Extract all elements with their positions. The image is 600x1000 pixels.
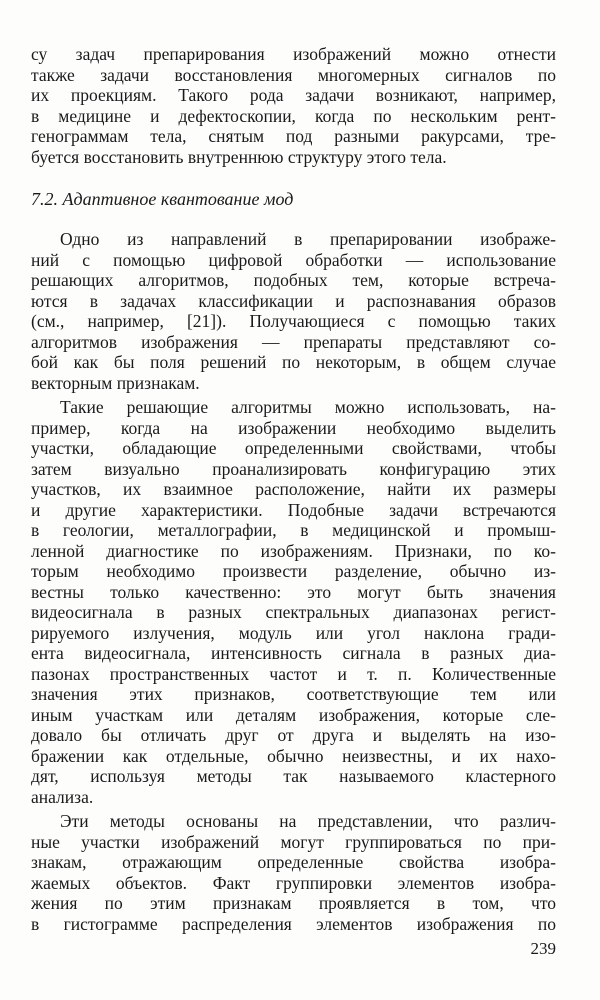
text-line: (см., например, [21]). Получающиеся с помощью таких — [31, 311, 556, 331]
text-line: Такие решающие алгоритмы можно использовать, на- — [60, 397, 556, 417]
text-line: жаемых объектов. Факт группировки элементов изобра- — [31, 872, 556, 893]
text-line: ные участки изображений могут группироваться по при- — [31, 831, 556, 852]
text-line: пазонах пространственных частот и т. п. Количественные — [31, 663, 556, 684]
text-line: анализа. — [31, 786, 94, 807]
text-line: также задачи восстановления многомерных сигналов по — [31, 64, 556, 85]
text-line: генограммам тела, снятым под разными ракурсами, тре- — [31, 126, 556, 146]
text-line: алгоритмов изображения — препараты представляют со- — [31, 331, 556, 352]
text-line: Эти методы основаны на представлении, что различ- — [60, 811, 556, 831]
text-line: векторным признакам. — [31, 372, 200, 393]
text-line: затем визуально проанализировать конфигурацию этих — [31, 458, 556, 479]
text-line: буется восстановить внутреннюю структуру этого тела. — [31, 146, 447, 167]
text-line: их проекциям. Такого рода задачи возникают, например, — [31, 85, 556, 105]
section-heading: 7.2. Адаптивное квантование мод — [31, 189, 294, 209]
text-line: Одно из направлений в препарировании изображе- — [60, 229, 556, 249]
text-line: знакам, отражающим определенные свойства изобра- — [31, 852, 556, 872]
text-line: довало бы отличать друг от друга и выделять на изо- — [31, 725, 556, 745]
text-line: участки, обладающие определенными свойствами, чтобы — [31, 438, 556, 458]
text-line: видеосигнала в разных спектральных диапазонах регист- — [31, 602, 556, 622]
text-line: ента видеосигнала, интенсивность сигнала в разных диа- — [31, 643, 556, 663]
text-line: бой как бы поля решений по некоторым, в общем случае — [31, 352, 556, 372]
text-line: в гистограмме распределения элементов изображения по — [31, 913, 556, 934]
text-line: рируемого излучения, модуль или угол наклона гради- — [31, 622, 556, 643]
page-number: 239 — [530, 939, 556, 958]
text-line: вестны только качественно: это могут быть значения — [31, 581, 556, 602]
text-line: решающих алгоритмов, подобных тем, которые встреча- — [31, 270, 556, 290]
text-line: пример, когда на изображении необходимо выделить — [31, 417, 556, 438]
text-line: в геологии, металлографии, в медицинской и промыш- — [31, 520, 556, 540]
text-line: жения по этим признакам проявляется в том, что — [31, 893, 556, 913]
text-line: ний с помощью цифровой обработки — использование — [31, 249, 556, 270]
text-line: ются в задачах классификации и распознавания образов — [31, 290, 556, 311]
text-line: су задач препарирования изображений можно отнести — [31, 44, 556, 64]
text-line: ленной диагностике по изображениям. Признаки, по ко- — [31, 540, 556, 561]
text-line: в медицине и дефектоскопии, когда по нескольким рент- — [31, 105, 556, 126]
text-line: бражении как отдельные, обычно неизвестны, и их нахо- — [31, 745, 556, 766]
text-line: торым необходимо произвести разделение, обычно из- — [31, 561, 556, 581]
text-line: дят, используя методы так называемого кластерного — [31, 766, 556, 786]
text-line: значения этих признаков, соответствующие тем или — [31, 684, 556, 704]
text-line: иным участкам или деталям изображения, которые сле- — [31, 704, 556, 725]
text-line: участков, их взаимное расположение, найти их размеры — [31, 479, 556, 499]
text-line: и другие характеристики. Подобные задачи встречаются — [31, 499, 556, 520]
